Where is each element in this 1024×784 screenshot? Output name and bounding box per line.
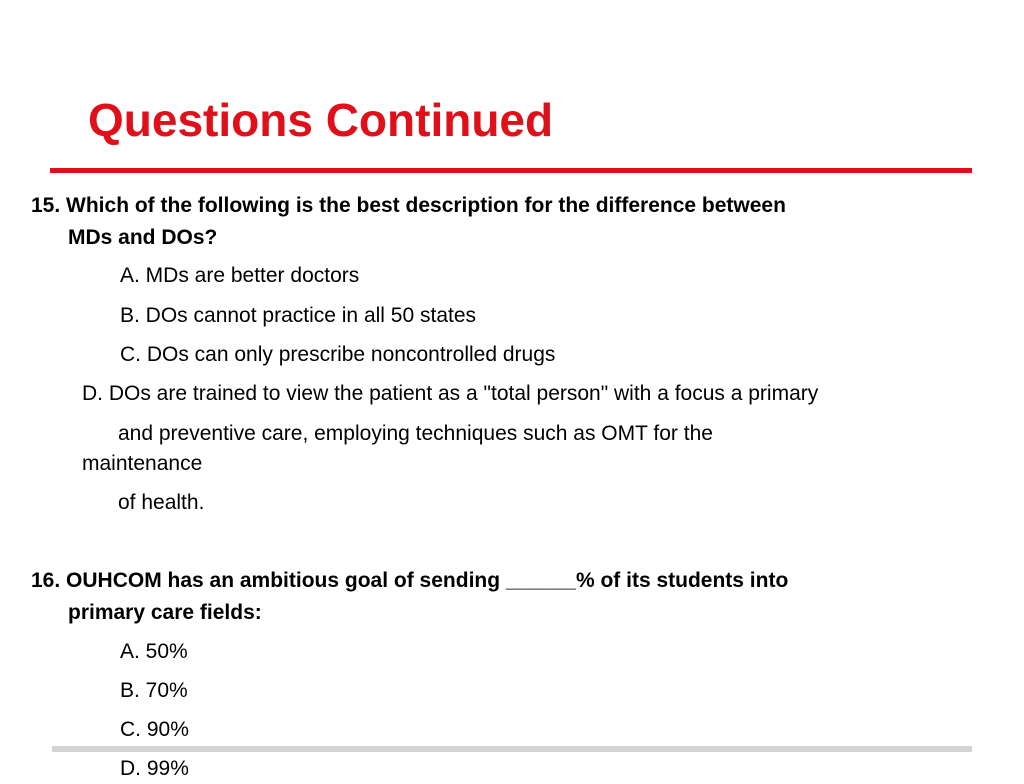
q15-option-d-line-3: maintenance: [82, 452, 203, 475]
q15-question-line-1: 15. Which of the following is the best description for the difference between: [31, 194, 786, 217]
q15-option-d-line-2: and preventive care, employing techniques such as OMT for the: [118, 422, 713, 445]
q16-question-line-1: 16. OUHCOM has an ambitious goal of sending ______% of its students into: [31, 569, 789, 592]
q15-option-a: A. MDs are better doctors: [120, 264, 360, 287]
q16-option-c: C. 90%: [120, 718, 189, 741]
slide-title: Questions Continued: [88, 94, 554, 146]
q16-option-b: B. 70%: [120, 679, 188, 702]
q15-option-c: C. DOs can only prescribe noncontrolled drugs: [120, 343, 556, 366]
title-divider: [50, 168, 972, 173]
q15-option-d-line-4: of health.: [118, 491, 205, 514]
q16-option-a: A. 50%: [120, 640, 188, 663]
q15-option-b: B. DOs cannot practice in all 50 states: [120, 304, 477, 327]
q15-option-d-line-1: D. DOs are trained to view the patient as a "total person" with a focus a primary: [82, 382, 819, 405]
q15-question-line-2: MDs and DOs?: [68, 226, 218, 249]
footer-divider: [52, 746, 972, 752]
q16-option-d: D. 99%: [120, 757, 189, 780]
q16-question-line-2: primary care fields:: [68, 601, 262, 624]
